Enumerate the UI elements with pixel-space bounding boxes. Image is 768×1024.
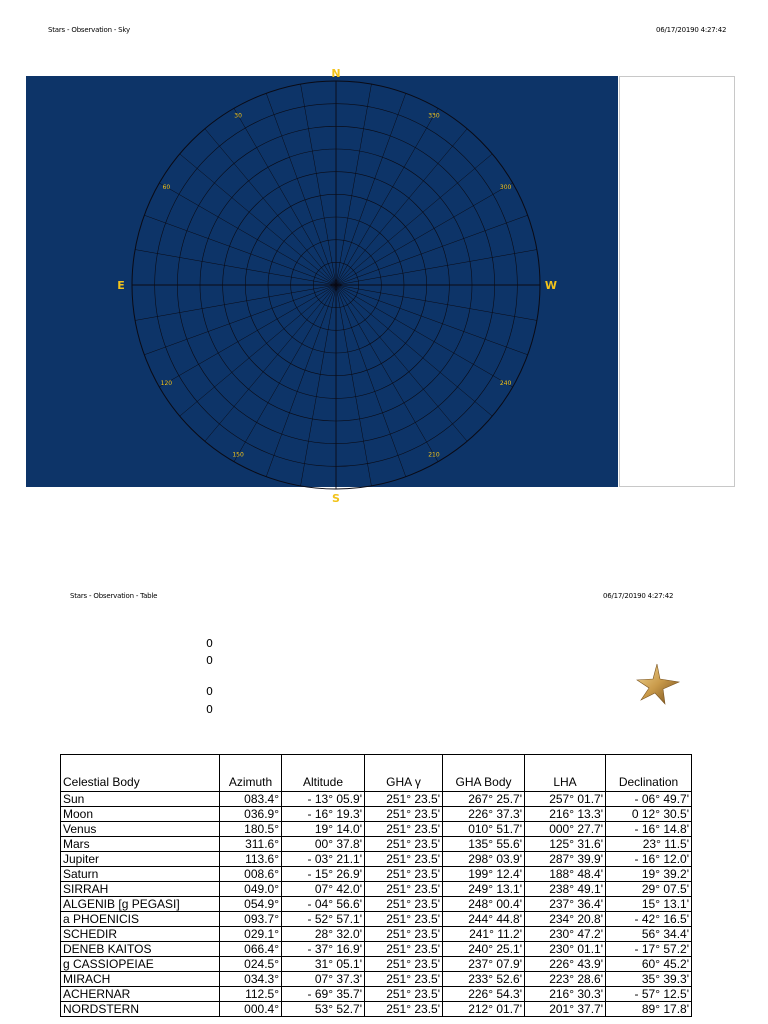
value-cell: 036.9° <box>220 807 282 822</box>
body-name-cell: Mars <box>61 837 220 852</box>
col-azimuth: Azimuth <box>220 755 282 792</box>
value-cell: 251° 23.5' <box>365 897 443 912</box>
body-name-cell: Sun <box>61 792 220 807</box>
value-cell: 180.5° <box>220 822 282 837</box>
value-cell: 010° 51.7' <box>443 822 525 837</box>
azimuth-label: 120 <box>160 379 173 387</box>
value-cell: 251° 23.5' <box>365 957 443 972</box>
north-label: N <box>331 67 341 80</box>
value-cell: 35° 39.3' <box>606 972 692 987</box>
table-row <box>61 807 692 822</box>
body-name-cell: NORDSTERN <box>61 1002 220 1017</box>
value-cell: 251° 23.5' <box>365 867 443 882</box>
value-cell: 049.0° <box>220 882 282 897</box>
value-cell: 230° 01.1' <box>525 942 606 957</box>
sky-chart-panel <box>26 67 618 505</box>
azimuth-line <box>336 84 371 285</box>
value-cell: - 13° 05.9' <box>282 792 365 807</box>
value-cell: 251° 23.5' <box>365 927 443 942</box>
value-cell: 000.4° <box>220 1002 282 1017</box>
value-cell: - 52° 57.1' <box>282 912 365 927</box>
value-cell: 19° 14.0' <box>282 822 365 837</box>
value-cell: - 16° 14.8' <box>606 822 692 837</box>
value-cell: 251° 23.5' <box>365 942 443 957</box>
value-cell: 251° 23.5' <box>365 912 443 927</box>
azimuth-line <box>336 285 537 320</box>
azimuth-line <box>301 285 336 486</box>
east-label: E <box>117 279 125 292</box>
value-cell: 188° 48.4' <box>525 867 606 882</box>
value-cell: - 04° 56.6' <box>282 897 365 912</box>
sky-polar-chart <box>26 67 618 505</box>
value-line-4: 0 <box>206 703 213 716</box>
value-cell: 249° 13.1' <box>443 882 525 897</box>
value-cell: 89° 17.8' <box>606 1002 692 1017</box>
value-cell: 066.4° <box>220 942 282 957</box>
table-row <box>61 972 692 987</box>
value-cell: 024.5° <box>220 957 282 972</box>
value-cell: 60° 45.2' <box>606 957 692 972</box>
body-name-cell: ALGENIB [g PEGASI] <box>61 897 220 912</box>
body-name-cell: SCHEDIR <box>61 927 220 942</box>
value-cell: - 06° 49.7' <box>606 792 692 807</box>
table-row <box>61 822 692 837</box>
table-row <box>61 882 692 897</box>
south-label: S <box>332 492 340 505</box>
table-row <box>61 792 692 807</box>
body-name-cell: Venus <box>61 822 220 837</box>
table-row <box>61 852 692 867</box>
value-cell: 15° 13.1' <box>606 897 692 912</box>
value-cell: 237° 07.9' <box>443 957 525 972</box>
table-row <box>61 942 692 957</box>
value-cell: 000° 27.7' <box>525 822 606 837</box>
col-lha: LHA <box>525 755 606 792</box>
body-name-cell: a PHOENICIS <box>61 912 220 927</box>
value-cell: 199° 12.4' <box>443 867 525 882</box>
value-cell: 034.3° <box>220 972 282 987</box>
azimuth-line <box>135 285 336 320</box>
value-cell: - 69° 35.7' <box>282 987 365 1002</box>
value-cell: 216° 30.3' <box>525 987 606 1002</box>
table-page-timestamp: 06/17/20190 4:27:42 <box>603 592 674 600</box>
azimuth-line <box>135 250 336 285</box>
value-cell: 201° 37.7' <box>525 1002 606 1017</box>
sky-page-timestamp: 06/17/20190 4:27:42 <box>656 26 727 34</box>
value-cell: 008.6° <box>220 867 282 882</box>
value-cell: 248° 00.4' <box>443 897 525 912</box>
value-cell: 257° 01.7' <box>525 792 606 807</box>
body-name-cell: Saturn <box>61 867 220 882</box>
azimuth-line <box>336 250 537 285</box>
body-name-cell: g CASSIOPEIAE <box>61 957 220 972</box>
value-cell: 226° 43.9' <box>525 957 606 972</box>
star-icon <box>633 662 683 706</box>
table-row <box>61 837 692 852</box>
value-cell: - 15° 26.9' <box>282 867 365 882</box>
body-name-cell: ACHERNAR <box>61 987 220 1002</box>
value-cell: 00° 37.8' <box>282 837 365 852</box>
azimuth-label: 30 <box>234 112 242 120</box>
value-cell: 251° 23.5' <box>365 852 443 867</box>
col-gha-aries: GHA γ <box>365 755 443 792</box>
value-cell: 125° 31.6' <box>525 837 606 852</box>
table-header-row <box>61 755 692 792</box>
value-cell: 240° 25.1' <box>443 942 525 957</box>
table-row <box>61 987 692 1002</box>
value-cell: 31° 05.1' <box>282 957 365 972</box>
value-cell: 212° 01.7' <box>443 1002 525 1017</box>
table-row <box>61 912 692 927</box>
value-cell: 251° 23.5' <box>365 1002 443 1017</box>
value-cell: 216° 13.3' <box>525 807 606 822</box>
value-cell: 226° 54.3' <box>443 987 525 1002</box>
value-cell: 223° 28.6' <box>525 972 606 987</box>
value-cell: - 03° 21.1' <box>282 852 365 867</box>
value-cell: 56° 34.4' <box>606 927 692 942</box>
value-cell: 251° 23.5' <box>365 987 443 1002</box>
azimuth-label: 60 <box>162 184 171 192</box>
value-line-3: 0 <box>206 685 213 698</box>
value-cell: - 16° 12.0' <box>606 852 692 867</box>
col-altitude: Altitude <box>282 755 365 792</box>
value-cell: 251° 23.5' <box>365 792 443 807</box>
value-cell: - 16° 19.3' <box>282 807 365 822</box>
value-line-2: 0 <box>206 654 213 667</box>
value-cell: 237° 36.4' <box>525 897 606 912</box>
value-cell: 251° 23.5' <box>365 807 443 822</box>
value-cell: 083.4° <box>220 792 282 807</box>
west-label: W <box>544 279 558 292</box>
body-name-cell: Moon <box>61 807 220 822</box>
table-page-title: Stars - Observation - Table <box>70 592 158 600</box>
value-cell: 267° 25.7' <box>443 792 525 807</box>
value-cell: 29° 07.5' <box>606 882 692 897</box>
value-cell: - 57° 12.5' <box>606 987 692 1002</box>
value-cell: 093.7° <box>220 912 282 927</box>
body-name-cell: DENEB KAITOS <box>61 942 220 957</box>
value-cell: 07° 42.0' <box>282 882 365 897</box>
sky-page-title: Stars - Observation - Sky <box>48 26 130 34</box>
value-cell: 251° 23.5' <box>365 882 443 897</box>
body-name-cell: MIRACH <box>61 972 220 987</box>
value-cell: 230° 47.2' <box>525 927 606 942</box>
azimuth-label: 150 <box>232 451 244 459</box>
azimuth-line <box>301 84 336 285</box>
value-cell: 298° 03.9' <box>443 852 525 867</box>
table-row <box>61 957 692 972</box>
azimuth-line <box>336 285 371 486</box>
value-cell: 112.5° <box>220 987 282 1002</box>
value-cell: 238° 49.1' <box>525 882 606 897</box>
azimuth-label: 330 <box>428 112 440 120</box>
value-cell: 054.9° <box>220 897 282 912</box>
value-cell: - 42° 16.5' <box>606 912 692 927</box>
value-cell: - 37° 16.9' <box>282 942 365 957</box>
value-cell: 251° 23.5' <box>365 822 443 837</box>
value-cell: 53° 52.7' <box>282 1002 365 1017</box>
table-row <box>61 897 692 912</box>
table-row <box>61 927 692 942</box>
col-celestial-body: Celestial Body <box>61 755 220 792</box>
value-cell: 287° 39.9' <box>525 852 606 867</box>
azimuth-label: 210 <box>428 451 440 459</box>
col-declination: Declination <box>606 755 692 792</box>
value-cell: - 17° 57.2' <box>606 942 692 957</box>
value-cell: 251° 23.5' <box>365 837 443 852</box>
azimuth-label: 240 <box>499 379 512 387</box>
value-cell: 244° 44.8' <box>443 912 525 927</box>
observation-table <box>60 754 692 1017</box>
body-name-cell: Jupiter <box>61 852 220 867</box>
value-cell: 07° 37.3' <box>282 972 365 987</box>
body-name-cell: SIRRAH <box>61 882 220 897</box>
value-cell: 28° 32.0' <box>282 927 365 942</box>
value-cell: 19° 39.2' <box>606 867 692 882</box>
sky-side-panel <box>619 76 735 487</box>
value-cell: 311.6° <box>220 837 282 852</box>
value-cell: 233° 52.6' <box>443 972 525 987</box>
value-cell: 251° 23.5' <box>365 972 443 987</box>
value-cell: 135° 55.6' <box>443 837 525 852</box>
value-cell: 113.6° <box>220 852 282 867</box>
value-cell: 234° 20.8' <box>525 912 606 927</box>
value-line-1: 0 <box>206 637 213 650</box>
value-cell: 029.1° <box>220 927 282 942</box>
value-cell: 0 12° 30.5' <box>606 807 692 822</box>
azimuth-label: 300 <box>499 184 512 192</box>
col-gha-body: GHA Body <box>443 755 525 792</box>
table-row <box>61 1002 692 1017</box>
value-cell: 226° 37.3' <box>443 807 525 822</box>
value-cell: 241° 11.2' <box>443 927 525 942</box>
table-row <box>61 867 692 882</box>
value-cell: 23° 11.5' <box>606 837 692 852</box>
